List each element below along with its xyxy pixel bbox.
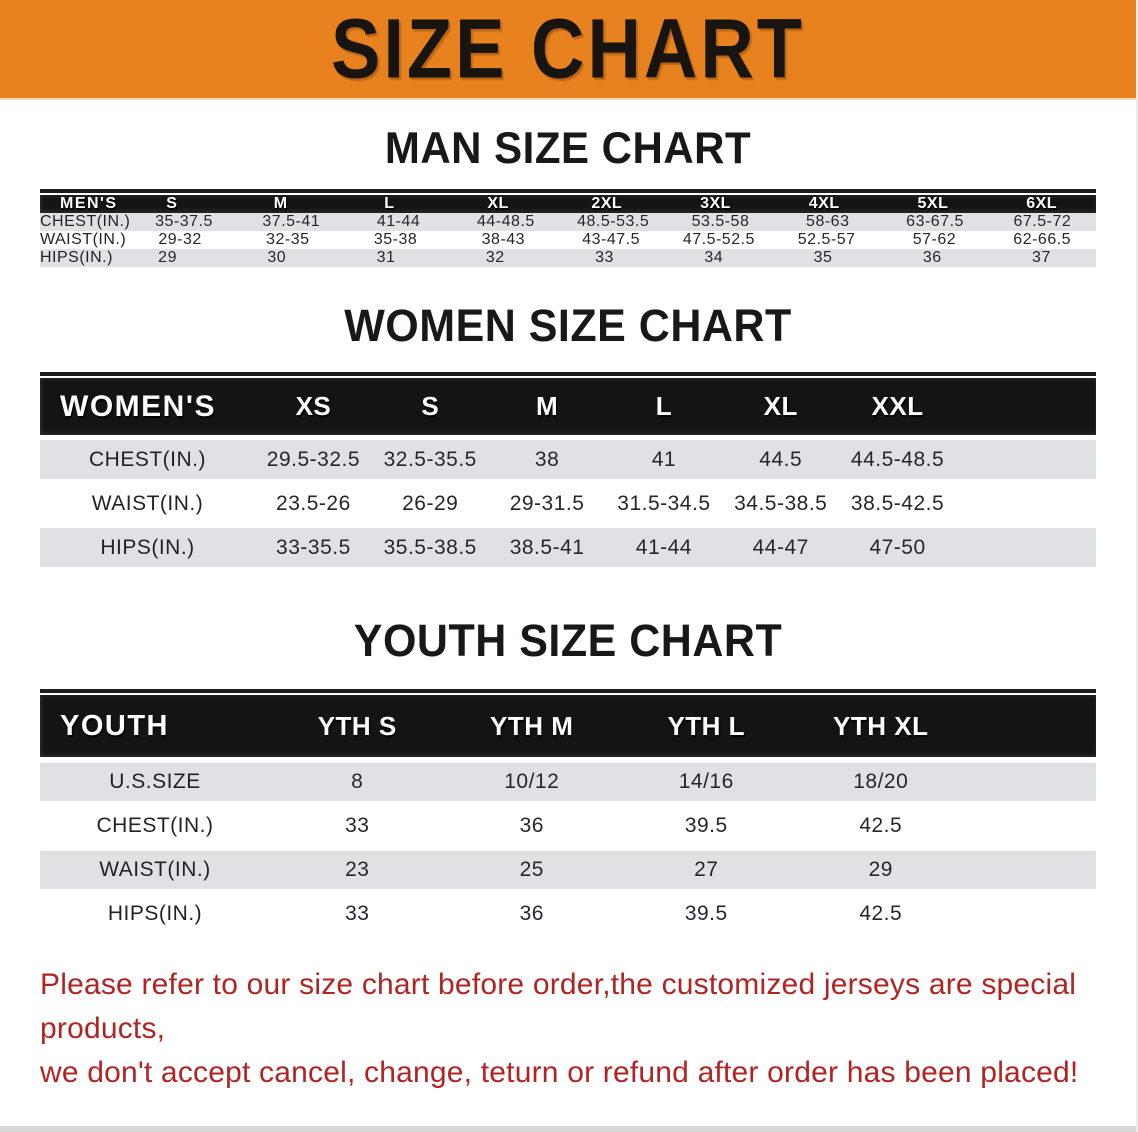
column-header: YTH L <box>667 710 746 741</box>
size-cell: 44-47 <box>752 535 809 559</box>
size-cell: 29-32 <box>158 231 202 248</box>
row-label: WAIST(IN.) <box>99 858 211 881</box>
column-header: M <box>273 195 288 212</box>
size-cell: 30 <box>267 249 287 266</box>
banner <box>0 0 1136 100</box>
man-section-heading: MAN SIZE CHART <box>384 122 752 173</box>
size-cell: 37.5-41 <box>262 213 321 230</box>
row-label: HIPS(IN.) <box>107 902 203 925</box>
table-row <box>40 231 1096 249</box>
column-header: XL <box>487 195 509 212</box>
row-label: WAIST(IN.) <box>91 491 204 515</box>
size-sections <box>0 122 1136 933</box>
size-cell: 52.5-57 <box>797 231 856 248</box>
size-cell: 57-62 <box>912 231 957 248</box>
table-row <box>40 484 1096 523</box>
column-header: S <box>421 391 440 421</box>
youth-table-title: YOUTH <box>60 709 169 742</box>
row-label: HIPS(IN.) <box>40 249 113 266</box>
size-cell: 44.5 <box>759 447 803 471</box>
size-cell: 47-50 <box>869 535 926 559</box>
size-cell: 35.5-38.5 <box>383 535 477 559</box>
column-header: XL <box>763 391 798 421</box>
table-row <box>40 249 1096 267</box>
size-cell: 36 <box>519 902 544 925</box>
column-header: 3XL <box>700 195 731 212</box>
table-row <box>40 528 1096 567</box>
size-cell: 41-44 <box>376 213 421 230</box>
women-section-heading: WOMEN SIZE CHART <box>344 300 792 352</box>
size-cell: 58-63 <box>806 213 850 230</box>
size-cell: 35 <box>813 249 833 266</box>
size-cell: 36 <box>519 814 544 837</box>
notice-line-2: we don't accept cancel, change, teturn or refund after order has been placed! <box>40 1055 1079 1089</box>
table-row <box>40 440 1096 479</box>
size-cell: 8 <box>351 770 364 793</box>
column-header: S <box>166 195 178 212</box>
size-cell: 32-35 <box>266 231 310 248</box>
size-cell: 38-43 <box>481 231 526 248</box>
size-cell: 14/16 <box>678 770 734 793</box>
size-cell: 33-35.5 <box>276 535 351 559</box>
table-row <box>40 895 1096 933</box>
size-cell: 34.5-38.5 <box>734 491 828 515</box>
size-cell: 33 <box>345 814 370 837</box>
size-cell: 35-38 <box>373 231 418 248</box>
size-cell: 36 <box>922 249 942 266</box>
size-cell: 29 <box>868 858 893 881</box>
row-label: CHEST(IN.) <box>96 814 214 837</box>
size-cell: 10/12 <box>504 770 560 793</box>
size-cell: 38 <box>534 447 560 471</box>
size-cell: 47.5-52.5 <box>682 231 755 248</box>
table-row <box>40 213 1096 231</box>
size-cell: 31 <box>376 249 396 266</box>
column-header: YTH S <box>317 710 397 741</box>
size-cell: 41-44 <box>635 535 692 559</box>
column-header: L <box>655 391 673 421</box>
size-cell: 33 <box>595 249 614 266</box>
youth-size-table <box>40 689 1096 933</box>
youth-size-section <box>0 615 1136 933</box>
size-cell: 37 <box>1032 249 1051 266</box>
size-cell: 39.5 <box>684 814 728 837</box>
page-title: SIZE CHART <box>331 1 805 96</box>
size-cell: 39.5 <box>684 902 728 925</box>
size-cell: 23 <box>345 858 370 881</box>
size-cell: 29 <box>158 249 177 266</box>
size-cell: 26-29 <box>402 491 459 515</box>
size-cell: 25 <box>519 858 544 881</box>
size-cell: 41 <box>651 447 677 471</box>
table-row <box>40 807 1096 845</box>
size-cell: 43-47.5 <box>582 231 640 248</box>
order-notice <box>40 963 1096 1094</box>
row-label: HIPS(IN.) <box>100 535 195 559</box>
size-cell: 23.5-26 <box>276 491 351 515</box>
column-header: 4XL <box>808 195 840 212</box>
column-header: XXL <box>871 391 924 421</box>
bottom-edge-strip <box>0 1126 1136 1132</box>
size-cell: 29-31.5 <box>509 491 585 515</box>
table-top-rule <box>40 189 1096 193</box>
size-cell: 29.5-32.5 <box>266 447 361 471</box>
man-table-header-row <box>40 195 1096 213</box>
man-size-section <box>0 122 1136 267</box>
size-cell: 44.5-48.5 <box>850 447 945 471</box>
size-cell: 38.5-42.5 <box>850 491 945 515</box>
table-top-rule <box>40 689 1096 693</box>
size-cell: 44-48.5 <box>476 213 535 230</box>
size-cell: 48.5-53.5 <box>577 213 650 230</box>
size-cell: 31.5-34.5 <box>617 491 711 515</box>
size-cell: 67.5-72 <box>1013 213 1072 230</box>
women-size-table <box>40 372 1096 567</box>
row-label: CHEST(IN.) <box>40 213 131 230</box>
size-cell: 35-37.5 <box>155 213 213 230</box>
column-header: XS <box>295 391 332 421</box>
column-header: 6XL <box>1026 195 1058 212</box>
table-row <box>40 763 1096 801</box>
size-cell: 27 <box>694 858 719 881</box>
notice-line-1: Please refer to our size chart before order,the customized jerseys are special products, <box>40 968 1077 1045</box>
column-header: 5XL <box>917 195 949 212</box>
man-size-table <box>40 189 1096 267</box>
women-table-header-row <box>40 378 1096 435</box>
size-cell: 42.5 <box>859 902 903 925</box>
column-header: L <box>384 195 395 212</box>
table-row <box>40 851 1096 889</box>
size-cell: 32 <box>485 249 505 266</box>
size-cell: 32.5-35.5 <box>383 447 477 471</box>
column-header: YTH M <box>490 710 574 741</box>
man-table-title: MEN'S <box>60 195 118 212</box>
column-header: YTH XL <box>833 710 929 741</box>
row-label: U.S.SIZE <box>109 770 201 793</box>
youth-table-header-row <box>40 695 1096 757</box>
size-cell: 33 <box>345 902 370 925</box>
size-cell: 53.5-58 <box>691 213 750 230</box>
column-header: 2XL <box>591 195 623 212</box>
size-cell: 63-67.5 <box>906 213 964 230</box>
row-label: WAIST(IN.) <box>40 231 127 248</box>
column-header: M <box>535 391 559 421</box>
size-cell: 34 <box>704 249 724 266</box>
size-cell: 62-66.5 <box>1013 231 1072 248</box>
size-cell: 42.5 <box>859 814 903 837</box>
youth-section-heading: YOUTH SIZE CHART <box>353 615 783 667</box>
size-cell: 38.5-41 <box>509 535 585 559</box>
table-top-rule <box>40 372 1096 376</box>
women-size-section <box>0 300 1136 567</box>
size-cell: 18/20 <box>853 770 909 793</box>
row-label: CHEST(IN.) <box>89 447 206 471</box>
women-table-title: WOMEN'S <box>60 389 216 423</box>
